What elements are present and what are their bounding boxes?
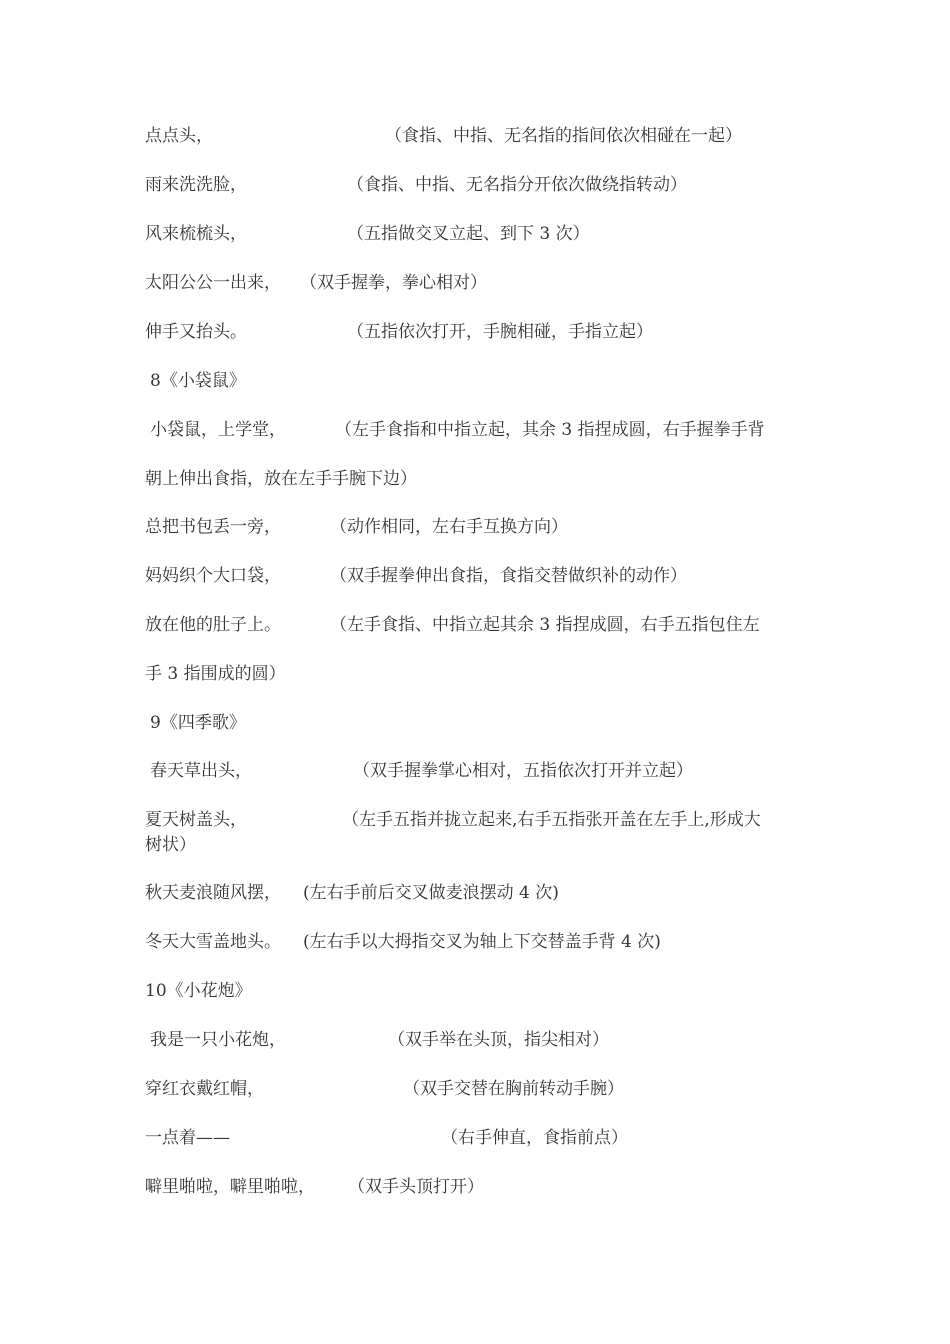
verse-note: （双手举在头顶，指尖相对）	[388, 1030, 609, 1050]
verse-note: （双手握拳伸出食指，食指交替做织补的动作）	[330, 566, 687, 586]
verse-line	[145, 931, 661, 953]
verse-line	[150, 419, 765, 441]
verse-text: 点点头，	[145, 126, 213, 146]
verse-line	[145, 272, 487, 294]
verse-note: （五指做交叉立起、到下 3 次）	[347, 224, 590, 244]
verse-text: 雨来洗洗脸，	[145, 175, 247, 195]
verse-note-continued: 手 3 指围成的圆）	[145, 664, 286, 684]
verse-text: 太阳公公一出来，	[145, 273, 281, 293]
verse-note-continued: 树状）	[145, 835, 196, 855]
verse-text: 穿红衣戴红帽，	[145, 1079, 264, 1099]
verse-line	[145, 321, 653, 343]
verse-text: 噼里啪啦，噼里啪啦，	[145, 1177, 315, 1197]
verse-text: 放在他的肚子上。	[145, 615, 281, 635]
verse-text: 总把书包丢一旁，	[145, 517, 281, 537]
verse-note: (左右手以大拇指交叉为轴上下交替盖手背 4 次)	[303, 932, 661, 952]
verse-line	[145, 174, 687, 196]
verse-note: （左手食指和中指立起，其余 3 指捏成圆，右手握拳手背	[335, 420, 765, 440]
verse-text: 妈妈织个大口袋，	[145, 566, 281, 586]
verse-text: 我是一只小花炮，	[150, 1030, 286, 1050]
verse-note: （五指依次打开，手腕相碰，手指立起）	[347, 322, 653, 342]
verse-text: 冬天大雪盖地头。	[145, 932, 281, 952]
verse-note: （食指、中指、无名指的指间依次相碰在一起）	[385, 126, 742, 146]
verse-line	[150, 760, 693, 782]
verse-note: (左右手前后交叉做麦浪摆动 4 次)	[303, 883, 559, 903]
verse-text: 秋天麦浪随风摆，	[145, 883, 281, 903]
verse-text: 春天草出头，	[150, 761, 252, 781]
verse-line	[145, 516, 568, 538]
section-title: 9《四季歌》	[150, 713, 246, 733]
verse-line	[150, 1029, 609, 1051]
verse-text: 小袋鼠，上学堂，	[150, 420, 286, 440]
verse-line	[145, 809, 761, 831]
verse-text: 伸手又抬头。	[145, 322, 247, 342]
verse-note: （食指、中指、无名指分开依次做绕指转动）	[347, 175, 687, 195]
verse-line	[145, 882, 559, 904]
verse-note: （双手握拳，拳心相对）	[300, 273, 487, 293]
verse-line	[145, 1078, 624, 1100]
verse-line	[145, 614, 760, 636]
verse-line	[145, 223, 590, 245]
verse-note: （双手握拳掌心相对，五指依次打开并立起）	[353, 761, 693, 781]
verse-note: （左手食指、中指立起其余 3 指捏成圆，右手五指包住左	[330, 615, 760, 635]
section-title: 8《小袋鼠》	[150, 371, 246, 391]
verse-text: 夏天树盖头，	[145, 810, 247, 830]
section-title: 10《小花炮》	[145, 981, 252, 1001]
verse-note: （左手五指并拢立起来,右手五指张开盖在左手上,形成大	[342, 810, 761, 830]
verse-note: （双手头顶打开）	[348, 1177, 484, 1197]
verse-text: 一点着——	[145, 1128, 230, 1148]
verse-line	[145, 1127, 628, 1149]
verse-note: （动作相同，左右手互换方向）	[330, 517, 568, 537]
verse-note-continued: 朝上伸出食指，放在左手手腕下边）	[145, 469, 417, 489]
verse-line	[145, 565, 687, 587]
verse-note: （右手伸直，食指前点）	[441, 1128, 628, 1148]
verse-line	[145, 1176, 484, 1198]
verse-note: （双手交替在胸前转动手腕）	[403, 1079, 624, 1099]
verse-text: 风来梳梳头，	[145, 224, 247, 244]
verse-line	[145, 125, 742, 147]
